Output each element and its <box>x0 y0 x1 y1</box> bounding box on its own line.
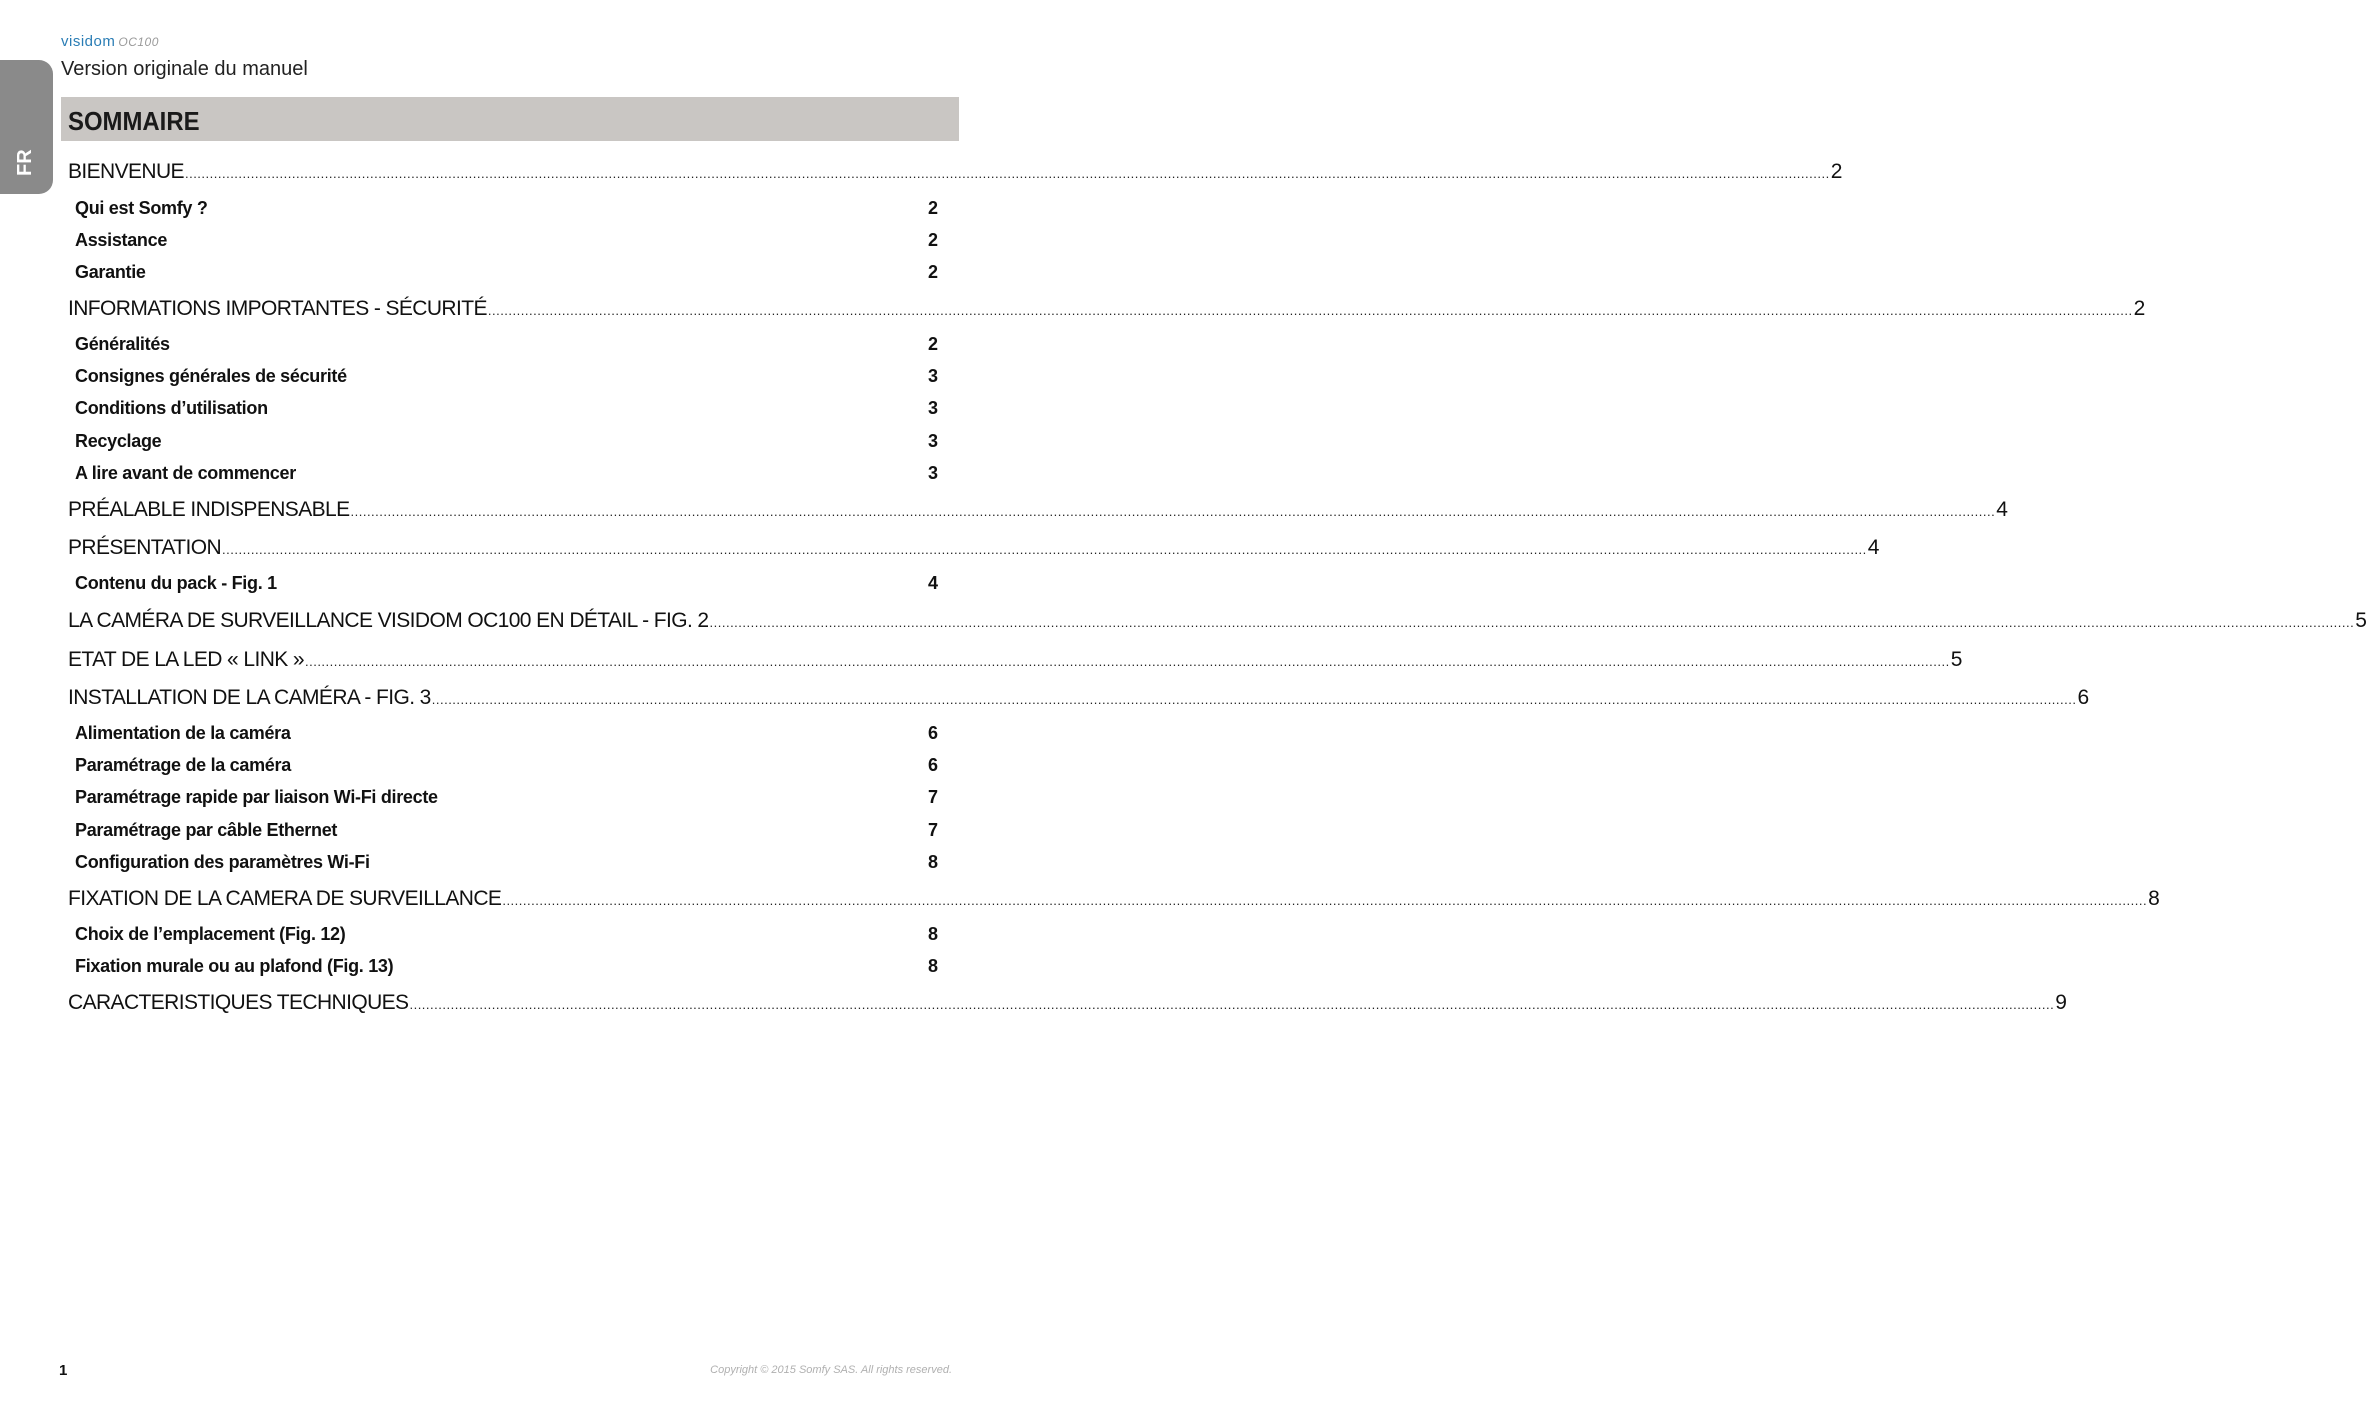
toc-section-entry[interactable] <box>68 536 1880 560</box>
brand-name: visidom <box>61 33 116 50</box>
toc-entry-label: INFORMATIONS IMPORTANTES - SÉCURITÉ <box>68 297 487 320</box>
toc-dot-leader: ................................................................................................................................................................................................................................................................................................................................................................................................................ <box>709 615 2355 630</box>
toc-entry-label: BIENVENUE <box>68 160 184 183</box>
toc-dot-leader: ................................................................................................................................................................................................................................................................................................................................................................................................................ <box>222 542 1867 557</box>
toc-entry-label: A lire avant de commencer <box>75 463 296 483</box>
toc-dot-leader: ................................................................................................................................................................................................................................................................................................................................................................................................................ <box>350 504 1996 519</box>
toc-section-entry[interactable] <box>68 498 2008 522</box>
toc-subsection-entry[interactable] <box>68 198 938 219</box>
page-number: 1 <box>59 1362 68 1379</box>
toc-entry-label: LA CAMÉRA DE SURVEILLANCE VISIDOM OC100 EN DÉTAIL - FIG. 2 <box>68 609 709 632</box>
toc-dot-leader: ................................................................................................................................................................................................................................................................................................................................................................................................................ <box>487 303 2133 318</box>
toc-subsection-entry[interactable] <box>68 573 938 594</box>
manual-subtitle: Version originale du manuel <box>61 58 308 80</box>
toc-section-entry[interactable] <box>68 160 1843 184</box>
toc-section-entry[interactable] <box>68 297 2146 321</box>
toc-entry-label: CARACTERISTIQUES TECHNIQUES <box>68 991 409 1014</box>
toc-subsection-entry[interactable] <box>68 956 938 977</box>
toc-page-number: 6 <box>927 755 938 775</box>
toc-page-number: 4 <box>1867 536 1880 559</box>
toc-subsection-entry[interactable] <box>68 820 938 841</box>
copyright-notice: Copyright © 2015 Somfy SAS. All rights reserved. <box>710 1364 952 1376</box>
toc-page-number: 6 <box>927 723 938 743</box>
toc-page-number: 8 <box>927 924 938 944</box>
toc-entry-label: PRÉSENTATION <box>68 536 222 559</box>
toc-page-number: 8 <box>2148 887 2160 910</box>
brand-logo <box>61 33 159 50</box>
toc-dot-leader: ................................................................................................................................................................................................................................................................................................................................................................................................................ <box>304 654 1950 669</box>
toc-entry-label: Configuration des paramètres Wi-Fi <box>75 852 370 872</box>
toc-page-number: 4 <box>1996 498 2008 521</box>
toc-subsection-entry[interactable] <box>68 852 938 873</box>
toc-page-number: 2 <box>927 198 938 218</box>
toc-page-number: 2 <box>1830 160 1843 183</box>
toc-section-entry[interactable] <box>68 991 2067 1015</box>
model-name: OC100 <box>118 35 159 49</box>
toc-subsection-entry[interactable] <box>68 787 938 808</box>
toc-subsection-entry[interactable] <box>68 431 938 452</box>
language-tab-label: FR <box>14 149 36 176</box>
toc-page-number: 4 <box>927 573 938 593</box>
toc-entry-label: Conditions d’utilisation <box>75 398 268 418</box>
toc-page-number: 3 <box>927 431 938 451</box>
toc-entry-label: INSTALLATION DE LA CAMÉRA - FIG. 3 <box>68 686 431 709</box>
language-tab <box>0 60 53 194</box>
toc-page-number: 2 <box>927 262 938 282</box>
toc-entry-label: PRÉALABLE INDISPENSABLE <box>68 498 350 521</box>
toc-subsection-entry[interactable] <box>68 755 938 776</box>
toc-entry-label: Qui est Somfy ? <box>75 198 208 218</box>
toc-page-number: 6 <box>2077 686 2090 709</box>
toc-page-number: 9 <box>2055 991 2067 1014</box>
toc-entry-label: Recyclage <box>75 431 162 451</box>
toc-dot-leader: ................................................................................................................................................................................................................................................................................................................................................................................................................ <box>431 692 2077 707</box>
toc-page-number: 5 <box>1950 648 1963 671</box>
toc-entry-label: FIXATION DE LA CAMERA DE SURVEILLANCE <box>68 887 502 910</box>
toc-page-number: 3 <box>927 366 938 386</box>
toc-page-number: 8 <box>927 852 938 872</box>
toc-page-number: 3 <box>927 463 938 483</box>
toc-page-number: 7 <box>927 787 938 807</box>
toc-section-entry[interactable] <box>68 609 2367 633</box>
toc-page-number: 2 <box>2133 297 2146 320</box>
toc-dot-leader: ................................................................................................................................................................................................................................................................................................................................................................................................................ <box>184 166 1830 181</box>
toc-subsection-entry[interactable] <box>68 398 938 419</box>
toc-subsection-entry[interactable] <box>68 366 938 387</box>
toc-entry-label: Assistance <box>75 230 168 250</box>
toc-page-number: 2 <box>927 334 938 354</box>
toc-page-number: 8 <box>927 956 938 976</box>
toc-dot-leader: ................................................................................................................................................................................................................................................................................................................................................................................................................ <box>409 997 2055 1012</box>
toc-section-entry[interactable] <box>68 686 2090 710</box>
toc-entry-label: Contenu du pack - Fig. 1 <box>75 573 277 593</box>
toc-title-banner <box>61 97 959 141</box>
toc-subsection-entry[interactable] <box>68 230 938 251</box>
toc-subsection-entry[interactable] <box>68 334 938 355</box>
toc-page-number: 3 <box>927 398 938 418</box>
toc-entry-label: Paramétrage de la caméra <box>75 755 291 775</box>
toc-subsection-entry[interactable] <box>68 463 938 484</box>
toc-entry-label: Paramétrage rapide par liaison Wi-Fi directe <box>75 787 438 807</box>
toc-entry-label: Généralités <box>75 334 170 354</box>
toc-page-number: 5 <box>2355 609 2367 632</box>
toc-entry-label: ETAT DE LA LED « LINK » <box>68 648 304 671</box>
toc-dot-leader: ................................................................................................................................................................................................................................................................................................................................................................................................................ <box>502 893 2148 908</box>
toc-subsection-entry[interactable] <box>68 924 938 945</box>
toc-entry-label: Consignes générales de sécurité <box>75 366 347 386</box>
toc-entry-label: Garantie <box>75 262 146 282</box>
toc-entry-label: Fixation murale ou au plafond (Fig. 13) <box>75 956 394 976</box>
toc-subsection-entry[interactable] <box>68 723 938 744</box>
toc-title: SOMMAIRE <box>68 106 200 136</box>
toc-subsection-entry[interactable] <box>68 262 938 283</box>
toc-page-number: 7 <box>927 820 938 840</box>
toc-entry-label: Choix de l’emplacement (Fig. 12) <box>75 924 346 944</box>
toc-section-entry[interactable] <box>68 648 1963 672</box>
toc-entry-label: Alimentation de la caméra <box>75 723 291 743</box>
toc-page-number: 2 <box>927 230 938 250</box>
toc-section-entry[interactable] <box>68 887 2160 911</box>
toc-entry-label: Paramétrage par câble Ethernet <box>75 820 338 840</box>
